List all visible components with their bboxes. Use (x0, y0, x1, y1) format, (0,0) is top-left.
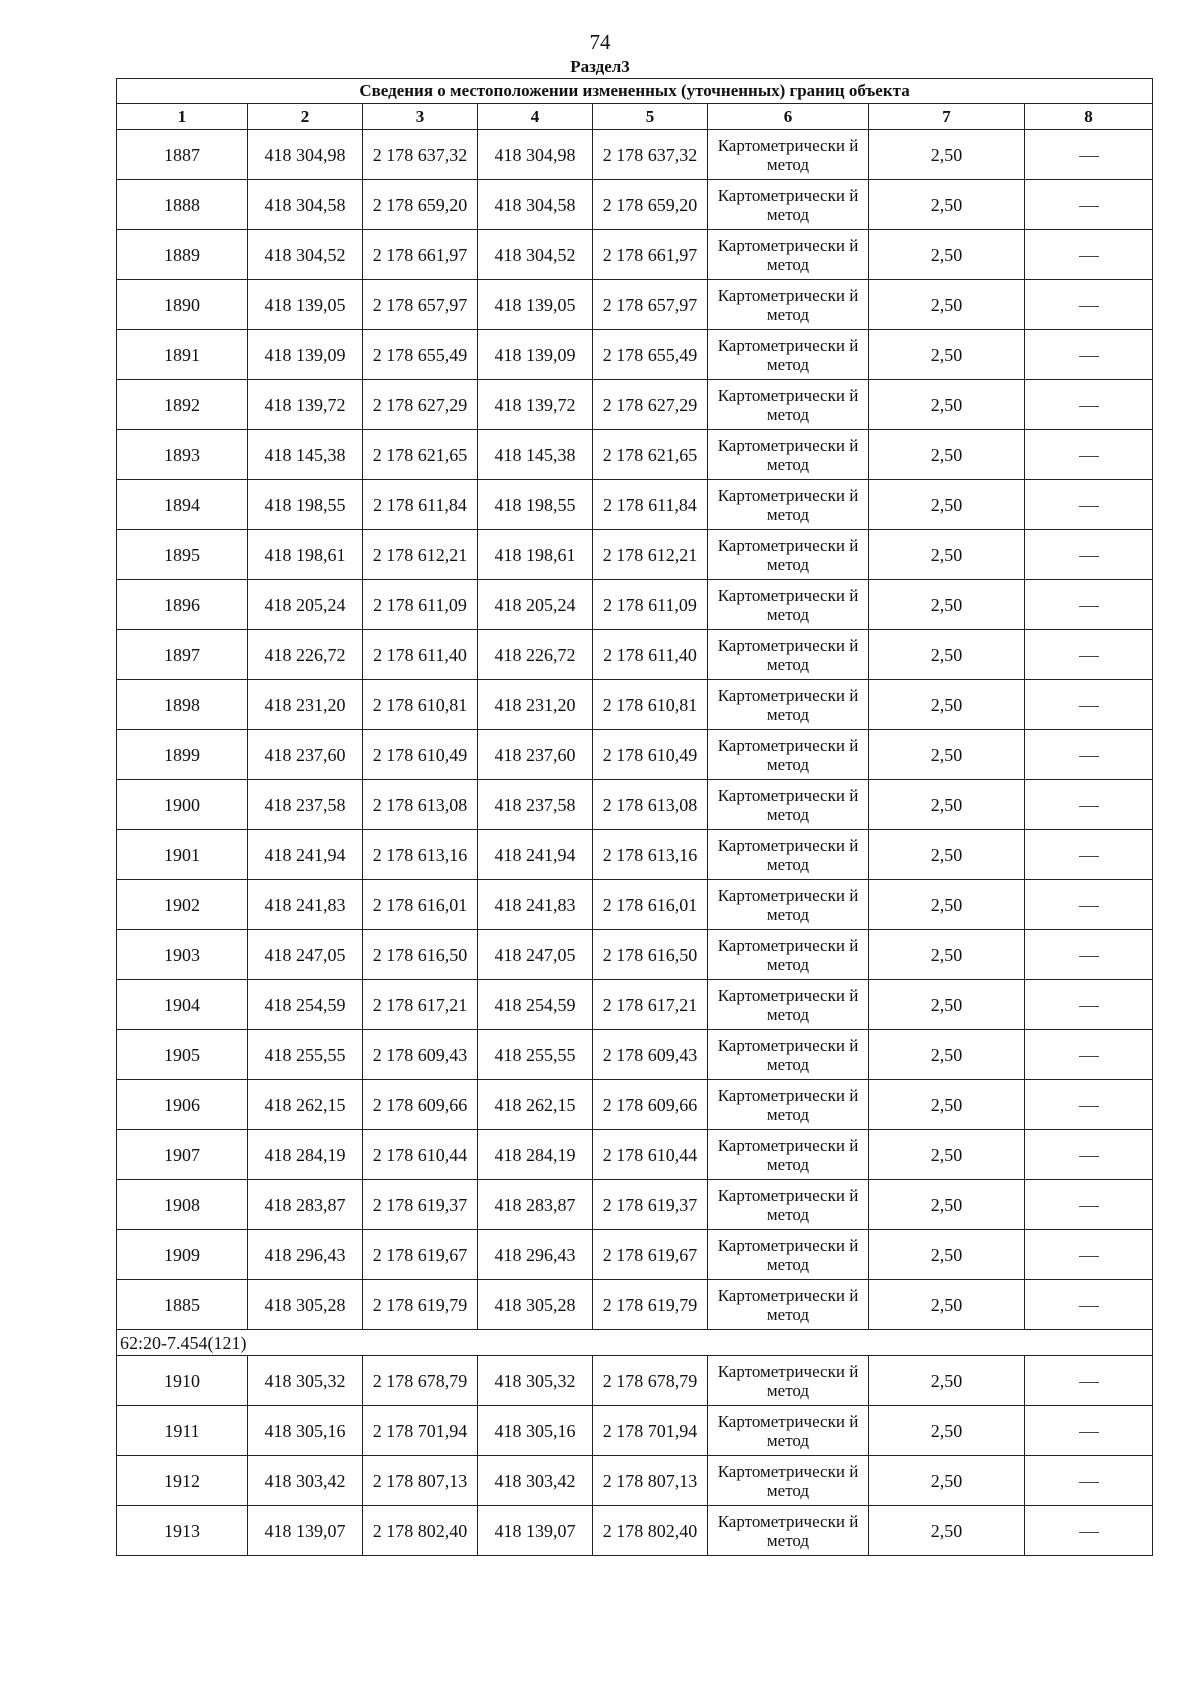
y-existing-cell: 2 178 659,20 (363, 180, 478, 230)
description-cell (1025, 1356, 1153, 1406)
point-number-cell: 1899 (117, 730, 248, 780)
group-header-row (117, 1330, 1153, 1356)
x-refined-cell: 418 283,87 (478, 1180, 593, 1230)
x-refined-cell: 418 254,59 (478, 980, 593, 1030)
method-cell: Картометрически й метод (708, 880, 869, 930)
x-existing-cell: 418 247,05 (248, 930, 363, 980)
description-cell (1025, 630, 1153, 680)
dash-mark (1079, 706, 1099, 707)
table-row (117, 730, 1153, 780)
accuracy-cell: 2,50 (869, 530, 1025, 580)
y-existing-cell: 2 178 621,65 (363, 430, 478, 480)
group-label: 62:20-7.454(121) (117, 1330, 1153, 1356)
accuracy-cell: 2,50 (869, 280, 1025, 330)
dash-mark (1079, 506, 1099, 507)
description-cell (1025, 830, 1153, 880)
x-refined-cell: 418 305,28 (478, 1280, 593, 1330)
x-existing-cell: 418 284,19 (248, 1130, 363, 1180)
y-existing-cell: 2 178 627,29 (363, 380, 478, 430)
description-cell (1025, 1506, 1153, 1556)
accuracy-cell: 2,50 (869, 230, 1025, 280)
y-refined-cell: 2 178 616,01 (593, 880, 708, 930)
accuracy-cell: 2,50 (869, 1280, 1025, 1330)
x-existing-cell: 418 254,59 (248, 980, 363, 1030)
y-existing-cell: 2 178 655,49 (363, 330, 478, 380)
dash-mark (1079, 1206, 1099, 1207)
method-cell: Картометрически й метод (708, 830, 869, 880)
y-refined-cell: 2 178 613,16 (593, 830, 708, 880)
table-row (117, 630, 1153, 680)
x-refined-cell: 418 139,09 (478, 330, 593, 380)
table-row (117, 130, 1153, 180)
description-cell (1025, 1180, 1153, 1230)
point-number-cell: 1897 (117, 630, 248, 680)
table-row (117, 230, 1153, 280)
x-refined-cell: 418 231,20 (478, 680, 593, 730)
method-cell: Картометрически й метод (708, 530, 869, 580)
dash-mark (1079, 406, 1099, 407)
y-refined-cell: 2 178 611,40 (593, 630, 708, 680)
x-existing-cell: 418 296,43 (248, 1230, 363, 1280)
method-cell: Картометрически й метод (708, 380, 869, 430)
accuracy-cell: 2,50 (869, 880, 1025, 930)
x-existing-cell: 418 139,07 (248, 1506, 363, 1556)
x-existing-cell: 418 241,94 (248, 830, 363, 880)
boundary-coordinates-table (116, 78, 1153, 1556)
point-number-cell: 1913 (117, 1506, 248, 1556)
x-existing-cell: 418 262,15 (248, 1080, 363, 1130)
x-existing-cell: 418 255,55 (248, 1030, 363, 1080)
x-existing-cell: 418 237,60 (248, 730, 363, 780)
y-refined-cell: 2 178 610,81 (593, 680, 708, 730)
y-existing-cell: 2 178 619,67 (363, 1230, 478, 1280)
table-row (117, 880, 1153, 930)
table-row (117, 380, 1153, 430)
page-number: 74 (589, 30, 611, 54)
point-number-cell: 1908 (117, 1180, 248, 1230)
description-cell (1025, 480, 1153, 530)
y-existing-cell: 2 178 619,37 (363, 1180, 478, 1230)
method-cell: Картометрически й метод (708, 1080, 869, 1130)
x-refined-cell: 418 198,55 (478, 480, 593, 530)
x-existing-cell: 418 304,52 (248, 230, 363, 280)
y-existing-cell: 2 178 610,44 (363, 1130, 478, 1180)
accuracy-cell: 2,50 (869, 180, 1025, 230)
point-number-cell: 1890 (117, 280, 248, 330)
y-existing-cell: 2 178 610,49 (363, 730, 478, 780)
y-existing-cell: 2 178 610,81 (363, 680, 478, 730)
table-row (117, 1280, 1153, 1330)
table-row (117, 980, 1153, 1030)
table-row (117, 1506, 1153, 1556)
y-existing-cell: 2 178 613,16 (363, 830, 478, 880)
description-cell (1025, 680, 1153, 730)
accuracy-cell: 2,50 (869, 680, 1025, 730)
description-cell (1025, 980, 1153, 1030)
table-caption-row (117, 79, 1153, 104)
dash-mark (1079, 1382, 1099, 1383)
y-existing-cell: 2 178 802,40 (363, 1506, 478, 1556)
table-row (117, 530, 1153, 580)
y-refined-cell: 2 178 616,50 (593, 930, 708, 980)
y-refined-cell: 2 178 609,66 (593, 1080, 708, 1130)
method-cell: Картометрически й метод (708, 780, 869, 830)
y-existing-cell: 2 178 609,43 (363, 1030, 478, 1080)
x-existing-cell: 418 198,55 (248, 480, 363, 530)
x-existing-cell: 418 205,24 (248, 580, 363, 630)
y-refined-cell: 2 178 619,79 (593, 1280, 708, 1330)
point-number-cell: 1901 (117, 830, 248, 880)
x-refined-cell: 418 247,05 (478, 930, 593, 980)
y-refined-cell: 2 178 613,08 (593, 780, 708, 830)
dash-mark (1079, 1432, 1099, 1433)
dash-mark (1079, 556, 1099, 557)
y-refined-cell: 2 178 617,21 (593, 980, 708, 1030)
description-cell (1025, 180, 1153, 230)
x-refined-cell: 418 304,98 (478, 130, 593, 180)
description-cell (1025, 1230, 1153, 1280)
column-number: 1 (117, 104, 248, 130)
method-cell: Картометрически й метод (708, 1230, 869, 1280)
x-refined-cell: 418 284,19 (478, 1130, 593, 1180)
dash-mark (1079, 1306, 1099, 1307)
y-existing-cell: 2 178 616,01 (363, 880, 478, 930)
accuracy-cell: 2,50 (869, 130, 1025, 180)
y-existing-cell: 2 178 617,21 (363, 980, 478, 1030)
x-refined-cell: 418 304,52 (478, 230, 593, 280)
x-refined-cell: 418 237,58 (478, 780, 593, 830)
dash-mark (1079, 656, 1099, 657)
table-row (117, 180, 1153, 230)
method-cell: Картометрически й метод (708, 280, 869, 330)
table-row (117, 930, 1153, 980)
point-number-cell: 1902 (117, 880, 248, 930)
dash-mark (1079, 1006, 1099, 1007)
y-refined-cell: 2 178 610,44 (593, 1130, 708, 1180)
table-row (117, 1180, 1153, 1230)
point-number-cell: 1894 (117, 480, 248, 530)
description-cell (1025, 330, 1153, 380)
accuracy-cell: 2,50 (869, 980, 1025, 1030)
point-number-cell: 1910 (117, 1356, 248, 1406)
table-body (117, 79, 1153, 1556)
x-refined-cell: 418 305,16 (478, 1406, 593, 1456)
accuracy-cell: 2,50 (869, 1356, 1025, 1406)
y-refined-cell: 2 178 659,20 (593, 180, 708, 230)
point-number-cell: 1905 (117, 1030, 248, 1080)
point-number-cell: 1906 (117, 1080, 248, 1130)
y-refined-cell: 2 178 637,32 (593, 130, 708, 180)
point-number-cell: 1907 (117, 1130, 248, 1180)
point-number-cell: 1904 (117, 980, 248, 1030)
x-existing-cell: 418 237,58 (248, 780, 363, 830)
table-row (117, 680, 1153, 730)
x-existing-cell: 418 305,28 (248, 1280, 363, 1330)
accuracy-cell: 2,50 (869, 380, 1025, 430)
y-existing-cell: 2 178 609,66 (363, 1080, 478, 1130)
x-existing-cell: 418 304,58 (248, 180, 363, 230)
point-number-cell: 1891 (117, 330, 248, 380)
method-cell: Картометрически й метод (708, 680, 869, 730)
dash-mark (1079, 356, 1099, 357)
dash-mark (1079, 1156, 1099, 1157)
x-refined-cell: 418 304,58 (478, 180, 593, 230)
point-number-cell: 1903 (117, 930, 248, 980)
x-refined-cell: 418 241,94 (478, 830, 593, 880)
accuracy-cell: 2,50 (869, 580, 1025, 630)
point-number-cell: 1889 (117, 230, 248, 280)
x-existing-cell: 418 226,72 (248, 630, 363, 680)
x-existing-cell: 418 304,98 (248, 130, 363, 180)
y-refined-cell: 2 178 611,84 (593, 480, 708, 530)
column-number: 4 (478, 104, 593, 130)
dash-mark (1079, 606, 1099, 607)
description-cell (1025, 280, 1153, 330)
column-number: 7 (869, 104, 1025, 130)
accuracy-cell: 2,50 (869, 480, 1025, 530)
point-number-cell: 1912 (117, 1456, 248, 1506)
description-cell (1025, 1130, 1153, 1180)
y-refined-cell: 2 178 609,43 (593, 1030, 708, 1080)
column-number: 6 (708, 104, 869, 130)
description-cell (1025, 430, 1153, 480)
y-refined-cell: 2 178 627,29 (593, 380, 708, 430)
table-row (117, 330, 1153, 380)
description-cell (1025, 1030, 1153, 1080)
dash-mark (1079, 1056, 1099, 1057)
y-existing-cell: 2 178 701,94 (363, 1406, 478, 1456)
dash-mark (1079, 1482, 1099, 1483)
point-number-cell: 1888 (117, 180, 248, 230)
accuracy-cell: 2,50 (869, 430, 1025, 480)
y-refined-cell: 2 178 701,94 (593, 1406, 708, 1456)
accuracy-cell: 2,50 (869, 1230, 1025, 1280)
table-row (117, 280, 1153, 330)
y-existing-cell: 2 178 678,79 (363, 1356, 478, 1406)
description-cell (1025, 230, 1153, 280)
dash-mark (1079, 256, 1099, 257)
x-refined-cell: 418 305,32 (478, 1356, 593, 1406)
y-refined-cell: 2 178 619,67 (593, 1230, 708, 1280)
method-cell: Картометрически й метод (708, 1030, 869, 1080)
method-cell: Картометрически й метод (708, 630, 869, 680)
x-existing-cell: 418 305,16 (248, 1406, 363, 1456)
point-number-cell: 1885 (117, 1280, 248, 1330)
point-number-cell: 1900 (117, 780, 248, 830)
description-cell (1025, 1456, 1153, 1506)
x-existing-cell: 418 305,32 (248, 1356, 363, 1406)
table-row (117, 1456, 1153, 1506)
table-row (117, 1130, 1153, 1180)
x-refined-cell: 418 139,72 (478, 380, 593, 430)
accuracy-cell: 2,50 (869, 330, 1025, 380)
accuracy-cell: 2,50 (869, 1506, 1025, 1556)
accuracy-cell: 2,50 (869, 1406, 1025, 1456)
x-refined-cell: 418 262,15 (478, 1080, 593, 1130)
y-existing-cell: 2 178 611,40 (363, 630, 478, 680)
x-refined-cell: 418 139,05 (478, 280, 593, 330)
column-number: 5 (593, 104, 708, 130)
y-existing-cell: 2 178 657,97 (363, 280, 478, 330)
y-refined-cell: 2 178 802,40 (593, 1506, 708, 1556)
dash-mark (1079, 156, 1099, 157)
method-cell: Картометрически й метод (708, 480, 869, 530)
y-refined-cell: 2 178 807,13 (593, 1456, 708, 1506)
y-refined-cell: 2 178 678,79 (593, 1356, 708, 1406)
x-existing-cell: 418 231,20 (248, 680, 363, 730)
dash-mark (1079, 856, 1099, 857)
method-cell: Картометрически й метод (708, 930, 869, 980)
y-refined-cell: 2 178 655,49 (593, 330, 708, 380)
accuracy-cell: 2,50 (869, 1130, 1025, 1180)
y-refined-cell: 2 178 619,37 (593, 1180, 708, 1230)
method-cell: Картометрически й метод (708, 1280, 869, 1330)
description-cell (1025, 1280, 1153, 1330)
x-refined-cell: 418 139,07 (478, 1506, 593, 1556)
table-row (117, 780, 1153, 830)
y-existing-cell: 2 178 619,79 (363, 1280, 478, 1330)
x-existing-cell: 418 283,87 (248, 1180, 363, 1230)
description-cell (1025, 930, 1153, 980)
accuracy-cell: 2,50 (869, 730, 1025, 780)
column-number: 2 (248, 104, 363, 130)
point-number-cell: 1893 (117, 430, 248, 480)
method-cell: Картометрически й метод (708, 330, 869, 380)
accuracy-cell: 2,50 (869, 1030, 1025, 1080)
method-cell: Картометрически й метод (708, 130, 869, 180)
description-cell (1025, 130, 1153, 180)
description-cell (1025, 1406, 1153, 1456)
accuracy-cell: 2,50 (869, 780, 1025, 830)
point-number-cell: 1896 (117, 580, 248, 630)
method-cell: Картометрически й метод (708, 1406, 869, 1456)
method-cell: Картометрически й метод (708, 1456, 869, 1506)
y-refined-cell: 2 178 621,65 (593, 430, 708, 480)
y-refined-cell: 2 178 657,97 (593, 280, 708, 330)
point-number-cell: 1892 (117, 380, 248, 430)
x-refined-cell: 418 296,43 (478, 1230, 593, 1280)
x-refined-cell: 418 145,38 (478, 430, 593, 480)
accuracy-cell: 2,50 (869, 1180, 1025, 1230)
accuracy-cell: 2,50 (869, 1080, 1025, 1130)
table-row (117, 480, 1153, 530)
table-row (117, 1030, 1153, 1080)
y-existing-cell: 2 178 613,08 (363, 780, 478, 830)
y-refined-cell: 2 178 611,09 (593, 580, 708, 630)
table-row (117, 1230, 1153, 1280)
dash-mark (1079, 956, 1099, 957)
section-title: Раздел3 (570, 57, 630, 76)
description-cell (1025, 880, 1153, 930)
table-row (117, 1406, 1153, 1456)
method-cell: Картометрически й метод (708, 1356, 869, 1406)
x-existing-cell: 418 241,83 (248, 880, 363, 930)
description-cell (1025, 530, 1153, 580)
dash-mark (1079, 906, 1099, 907)
y-existing-cell: 2 178 611,09 (363, 580, 478, 630)
x-existing-cell: 418 145,38 (248, 430, 363, 480)
method-cell: Картометрически й метод (708, 230, 869, 280)
table-row (117, 830, 1153, 880)
method-cell: Картометрически й метод (708, 980, 869, 1030)
x-refined-cell: 418 303,42 (478, 1456, 593, 1506)
y-existing-cell: 2 178 661,97 (363, 230, 478, 280)
x-refined-cell: 418 226,72 (478, 630, 593, 680)
x-existing-cell: 418 303,42 (248, 1456, 363, 1506)
method-cell: Картометрически й метод (708, 580, 869, 630)
x-refined-cell: 418 205,24 (478, 580, 593, 630)
x-refined-cell: 418 237,60 (478, 730, 593, 780)
description-cell (1025, 730, 1153, 780)
x-refined-cell: 418 255,55 (478, 1030, 593, 1080)
dash-mark (1079, 806, 1099, 807)
x-refined-cell: 418 241,83 (478, 880, 593, 930)
point-number-cell: 1895 (117, 530, 248, 580)
description-cell (1025, 580, 1153, 630)
y-existing-cell: 2 178 637,32 (363, 130, 478, 180)
description-cell (1025, 1080, 1153, 1130)
point-number-cell: 1887 (117, 130, 248, 180)
x-existing-cell: 418 198,61 (248, 530, 363, 580)
point-number-cell: 1909 (117, 1230, 248, 1280)
method-cell: Картометрически й метод (708, 430, 869, 480)
column-number: 3 (363, 104, 478, 130)
table-row (117, 1080, 1153, 1130)
dash-mark (1079, 1256, 1099, 1257)
x-existing-cell: 418 139,09 (248, 330, 363, 380)
point-number-cell: 1898 (117, 680, 248, 730)
accuracy-cell: 2,50 (869, 830, 1025, 880)
x-existing-cell: 418 139,05 (248, 280, 363, 330)
dash-mark (1079, 456, 1099, 457)
dash-mark (1079, 206, 1099, 207)
x-refined-cell: 418 198,61 (478, 530, 593, 580)
method-cell: Картометрически й метод (708, 1130, 869, 1180)
method-cell: Картометрически й метод (708, 1506, 869, 1556)
x-existing-cell: 418 139,72 (248, 380, 363, 430)
y-existing-cell: 2 178 616,50 (363, 930, 478, 980)
accuracy-cell: 2,50 (869, 1456, 1025, 1506)
method-cell: Картометрически й метод (708, 730, 869, 780)
description-cell (1025, 380, 1153, 430)
column-number: 8 (1025, 104, 1153, 130)
table-caption: Сведения о местоположении измененных (уточненных) границ объекта (117, 79, 1153, 104)
point-number-cell: 1911 (117, 1406, 248, 1456)
method-cell: Картометрически й метод (708, 180, 869, 230)
accuracy-cell: 2,50 (869, 930, 1025, 980)
dash-mark (1079, 1532, 1099, 1533)
y-existing-cell: 2 178 612,21 (363, 530, 478, 580)
y-refined-cell: 2 178 610,49 (593, 730, 708, 780)
table-row (117, 1356, 1153, 1406)
table-row (117, 580, 1153, 630)
column-number-row (117, 104, 1153, 130)
y-refined-cell: 2 178 612,21 (593, 530, 708, 580)
dash-mark (1079, 756, 1099, 757)
y-existing-cell: 2 178 807,13 (363, 1456, 478, 1506)
y-refined-cell: 2 178 661,97 (593, 230, 708, 280)
method-cell: Картометрически й метод (708, 1180, 869, 1230)
table-row (117, 430, 1153, 480)
accuracy-cell: 2,50 (869, 630, 1025, 680)
dash-mark (1079, 1106, 1099, 1107)
description-cell (1025, 780, 1153, 830)
dash-mark (1079, 306, 1099, 307)
y-existing-cell: 2 178 611,84 (363, 480, 478, 530)
